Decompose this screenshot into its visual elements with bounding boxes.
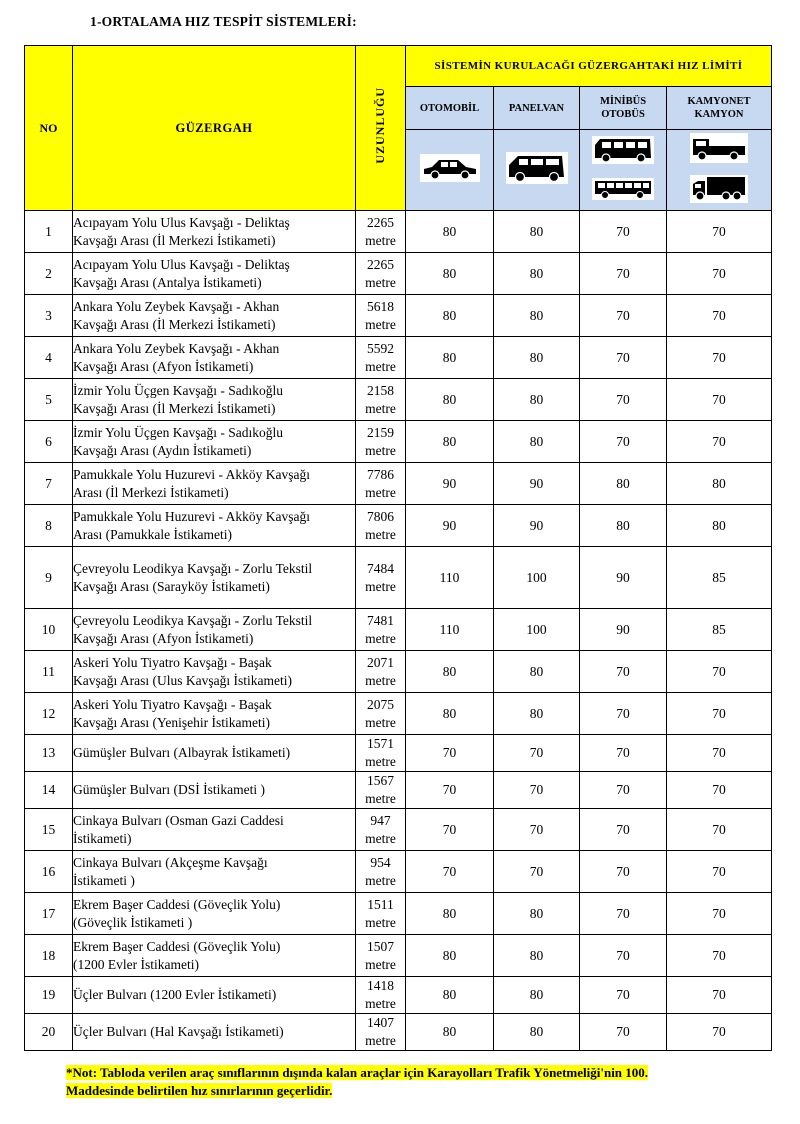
speed-panelvan: 70 <box>494 735 580 772</box>
speed-kamyonet-kamyon: 70 <box>667 735 772 772</box>
speed-otomobil: 80 <box>406 337 494 379</box>
speed-otomobil: 80 <box>406 295 494 337</box>
page-title: 1-ORTALAMA HIZ TESPİT SİSTEMLERİ: <box>90 14 357 29</box>
row-no: 9 <box>25 547 73 609</box>
speed-otomobil: 90 <box>406 505 494 547</box>
icon-cell-car <box>406 130 494 211</box>
minibus-icon <box>592 136 654 168</box>
row-length: 1571 metre <box>356 735 406 772</box>
speed-kamyonet-kamyon: 70 <box>667 1014 772 1051</box>
speed-kamyonet-kamyon: 70 <box>667 893 772 935</box>
row-length: 2265 metre <box>356 211 406 253</box>
table-row <box>25 463 772 505</box>
speed-otomobil: 70 <box>406 809 494 851</box>
speed-minibus-otobus: 70 <box>580 1014 667 1051</box>
table-row <box>25 1014 772 1051</box>
row-route: Ekrem Başer Caddesi (Göveçlik Yolu) (1200 Evler İstikameti) <box>73 935 356 977</box>
speed-kamyonet-kamyon: 70 <box>667 693 772 735</box>
speed-minibus-otobus: 70 <box>580 295 667 337</box>
speed-minibus-otobus: 90 <box>580 609 667 651</box>
table-row <box>25 809 772 851</box>
row-route: Ekrem Başer Caddesi (Göveçlik Yolu) (Göveçlik İstikameti ) <box>73 893 356 935</box>
row-length: 2071 metre <box>356 651 406 693</box>
speed-kamyonet-kamyon: 70 <box>667 809 772 851</box>
speed-panelvan: 80 <box>494 421 580 463</box>
row-route: Çevreyolu Leodikya Kavşağı - Zorlu Tekstil Kavşağı Arası (Sarayköy İstikameti) <box>73 547 356 609</box>
van-icon <box>506 152 568 188</box>
speed-kamyonet-kamyon: 70 <box>667 337 772 379</box>
row-length: 5592 metre <box>356 337 406 379</box>
row-no: 14 <box>25 772 73 809</box>
speed-panelvan: 70 <box>494 809 580 851</box>
pickup-truck-icon <box>690 133 748 167</box>
speed-minibus-otobus: 90 <box>580 547 667 609</box>
row-no: 3 <box>25 295 73 337</box>
row-route: Pamukkale Yolu Huzurevi - Akköy Kavşağı Arası (İl Merkezi İstikameti) <box>73 463 356 505</box>
speed-panelvan: 80 <box>494 893 580 935</box>
row-no: 19 <box>25 977 73 1014</box>
row-no: 12 <box>25 693 73 735</box>
header-route: GÜZERGAH <box>73 46 356 211</box>
speed-otomobil: 70 <box>406 851 494 893</box>
table-row <box>25 295 772 337</box>
truck-icon <box>690 175 748 207</box>
speed-kamyonet-kamyon: 80 <box>667 463 772 505</box>
speed-minibus-otobus: 70 <box>580 977 667 1014</box>
row-no: 5 <box>25 379 73 421</box>
row-no: 7 <box>25 463 73 505</box>
row-length: 947 metre <box>356 809 406 851</box>
speed-otomobil: 80 <box>406 893 494 935</box>
speed-minibus-otobus: 70 <box>580 893 667 935</box>
speed-kamyonet-kamyon: 70 <box>667 935 772 977</box>
row-route: Acıpayam Yolu Ulus Kavşağı - Deliktaş Kavşağı Arası (İl Merkezi İstikameti) <box>73 211 356 253</box>
table-row <box>25 609 772 651</box>
speed-otomobil: 80 <box>406 421 494 463</box>
row-length: 2075 metre <box>356 693 406 735</box>
row-no: 2 <box>25 253 73 295</box>
speed-panelvan: 80 <box>494 935 580 977</box>
table-row <box>25 379 772 421</box>
row-length: 7806 metre <box>356 505 406 547</box>
table-row <box>25 772 772 809</box>
row-no: 10 <box>25 609 73 651</box>
speed-minibus-otobus: 70 <box>580 935 667 977</box>
speed-panelvan: 80 <box>494 977 580 1014</box>
speed-minibus-otobus: 70 <box>580 337 667 379</box>
speed-minibus-otobus: 70 <box>580 379 667 421</box>
row-route: Üçler Bulvarı (1200 Evler İstikameti) <box>73 977 356 1014</box>
table-row <box>25 935 772 977</box>
row-route: Cinkaya Bulvarı (Akçeşme Kavşağı İstikameti ) <box>73 851 356 893</box>
speed-panelvan: 80 <box>494 211 580 253</box>
icon-cell-pickup-truck <box>667 130 772 211</box>
car-icon <box>420 154 480 186</box>
speed-panelvan: 90 <box>494 505 580 547</box>
row-route: Çevreyolu Leodikya Kavşağı - Zorlu Tekstil Kavşağı Arası (Afyon İstikameti) <box>73 609 356 651</box>
row-route: Cinkaya Bulvarı (Osman Gazi Caddesi İstikameti) <box>73 809 356 851</box>
row-route: Ankara Yolu Zeybek Kavşağı - Akhan Kavşağı Arası (Afyon İstikameti) <box>73 337 356 379</box>
row-route: Üçler Bulvarı (Hal Kavşağı İstikameti) <box>73 1014 356 1051</box>
header-length <box>356 46 406 211</box>
row-route: İzmir Yolu Üçgen Kavşağı - Sadıkoğlu Kavşağı Arası (İl Merkezi İstikameti) <box>73 379 356 421</box>
table-row <box>25 651 772 693</box>
speed-panelvan: 80 <box>494 693 580 735</box>
speed-otomobil: 110 <box>406 609 494 651</box>
speed-minibus-otobus: 70 <box>580 421 667 463</box>
speed-minibus-otobus: 70 <box>580 851 667 893</box>
speed-kamyonet-kamyon: 70 <box>667 253 772 295</box>
speed-kamyonet-kamyon: 70 <box>667 651 772 693</box>
row-route: Acıpayam Yolu Ulus Kavşağı - Deliktaş Kavşağı Arası (Antalya İstikameti) <box>73 253 356 295</box>
table-row <box>25 851 772 893</box>
bus-icon <box>592 178 654 204</box>
speed-kamyonet-kamyon: 70 <box>667 379 772 421</box>
header-length-label: UZUNLUĞU <box>373 87 387 164</box>
speed-otomobil: 80 <box>406 379 494 421</box>
row-no: 16 <box>25 851 73 893</box>
speed-kamyonet-kamyon: 70 <box>667 977 772 1014</box>
speed-otomobil: 80 <box>406 977 494 1014</box>
row-no: 6 <box>25 421 73 463</box>
footnote-line-1: *Not: Tabloda verilen araç sınıflarının dışında kalan araçlar için Karayolları Trafik Yönetmeliği'nin 100. <box>66 1065 649 1080</box>
row-no: 15 <box>25 809 73 851</box>
table-row <box>25 505 772 547</box>
table-row <box>25 547 772 609</box>
row-route: İzmir Yolu Üçgen Kavşağı - Sadıkoğlu Kavşağı Arası (Aydın İstikameti) <box>73 421 356 463</box>
speed-otomobil: 80 <box>406 693 494 735</box>
header-otomobil: OTOMOBİL <box>406 87 494 130</box>
speed-otomobil: 80 <box>406 211 494 253</box>
speed-minibus-otobus: 70 <box>580 693 667 735</box>
speed-panelvan: 80 <box>494 295 580 337</box>
row-length: 2265 metre <box>356 253 406 295</box>
speed-otomobil: 80 <box>406 253 494 295</box>
speed-panelvan: 80 <box>494 379 580 421</box>
row-no: 8 <box>25 505 73 547</box>
speed-otomobil: 90 <box>406 463 494 505</box>
row-length: 1511 metre <box>356 893 406 935</box>
speed-minibus-otobus: 70 <box>580 651 667 693</box>
speed-panelvan: 90 <box>494 463 580 505</box>
table-row <box>25 337 772 379</box>
row-length: 2158 metre <box>356 379 406 421</box>
row-length: 5618 metre <box>356 295 406 337</box>
speed-panelvan: 70 <box>494 772 580 809</box>
icon-cell-van <box>494 130 580 211</box>
row-length: 1507 metre <box>356 935 406 977</box>
speed-otomobil: 80 <box>406 651 494 693</box>
speed-otomobil: 80 <box>406 1014 494 1051</box>
speed-kamyonet-kamyon: 80 <box>667 505 772 547</box>
speed-kamyonet-kamyon: 85 <box>667 609 772 651</box>
speed-minibus-otobus: 70 <box>580 772 667 809</box>
speed-panelvan: 100 <box>494 547 580 609</box>
row-no: 18 <box>25 935 73 977</box>
speed-minibus-otobus: 80 <box>580 463 667 505</box>
speed-otomobil: 110 <box>406 547 494 609</box>
speed-kamyonet-kamyon: 70 <box>667 851 772 893</box>
row-route: Gümüşler Bulvarı (DSİ İstikameti ) <box>73 772 356 809</box>
row-no: 17 <box>25 893 73 935</box>
row-route: Askeri Yolu Tiyatro Kavşağı - Başak Kavşağı Arası (Yenişehir İstikameti) <box>73 693 356 735</box>
row-no: 13 <box>25 735 73 772</box>
row-length: 954 metre <box>356 851 406 893</box>
table-row <box>25 977 772 1014</box>
speed-panelvan: 100 <box>494 609 580 651</box>
row-no: 1 <box>25 211 73 253</box>
row-length: 7484 metre <box>356 547 406 609</box>
speed-panelvan: 80 <box>494 337 580 379</box>
row-length: 1418 metre <box>356 977 406 1014</box>
row-length: 7786 metre <box>356 463 406 505</box>
row-no: 11 <box>25 651 73 693</box>
footnote <box>66 1064 756 1100</box>
header-no: NO <box>25 46 73 211</box>
table-row <box>25 893 772 935</box>
icon-cell-minibus-bus <box>580 130 667 211</box>
speed-minibus-otobus: 80 <box>580 505 667 547</box>
speed-minibus-otobus: 70 <box>580 809 667 851</box>
header-minibus-otobus: MİNİBÜS OTOBÜS <box>580 87 667 130</box>
speed-kamyonet-kamyon: 70 <box>667 295 772 337</box>
speed-panelvan: 70 <box>494 851 580 893</box>
header-panelvan: PANELVAN <box>494 87 580 130</box>
speed-limit-table <box>24 45 772 1051</box>
speed-otomobil: 80 <box>406 935 494 977</box>
speed-minibus-otobus: 70 <box>580 211 667 253</box>
speed-panelvan: 80 <box>494 253 580 295</box>
row-no: 20 <box>25 1014 73 1051</box>
speed-minibus-otobus: 70 <box>580 253 667 295</box>
row-route: Gümüşler Bulvarı (Albayrak İstikameti) <box>73 735 356 772</box>
table-row <box>25 253 772 295</box>
row-length: 7481 metre <box>356 609 406 651</box>
speed-otomobil: 70 <box>406 735 494 772</box>
speed-kamyonet-kamyon: 85 <box>667 547 772 609</box>
row-length: 1407 metre <box>356 1014 406 1051</box>
speed-panelvan: 80 <box>494 651 580 693</box>
speed-panelvan: 80 <box>494 1014 580 1051</box>
table-row <box>25 693 772 735</box>
row-route: Askeri Yolu Tiyatro Kavşağı - Başak Kavşağı Arası (Ulus Kavşağı İstikameti) <box>73 651 356 693</box>
footnote-line-2: Maddesinde belirtilen hız sınırlarının geçerlidir. <box>66 1083 333 1098</box>
row-no: 4 <box>25 337 73 379</box>
speed-kamyonet-kamyon: 70 <box>667 421 772 463</box>
row-route: Pamukkale Yolu Huzurevi - Akköy Kavşağı Arası (Pamukkale İstikameti) <box>73 505 356 547</box>
speed-kamyonet-kamyon: 70 <box>667 211 772 253</box>
speed-otomobil: 70 <box>406 772 494 809</box>
table-row <box>25 421 772 463</box>
header-kamyonet-kamyon: KAMYONET KAMYON <box>667 87 772 130</box>
row-route: Ankara Yolu Zeybek Kavşağı - Akhan Kavşağı Arası (İl Merkezi İstikameti) <box>73 295 356 337</box>
speed-minibus-otobus: 70 <box>580 735 667 772</box>
row-length: 2159 metre <box>356 421 406 463</box>
header-speed-limit: SİSTEMİN KURULACAĞI GÜZERGAHTAKİ HIZ LİMİTİ <box>406 46 772 87</box>
table-row <box>25 211 772 253</box>
row-length: 1567 metre <box>356 772 406 809</box>
speed-kamyonet-kamyon: 70 <box>667 772 772 809</box>
table-row <box>25 735 772 772</box>
